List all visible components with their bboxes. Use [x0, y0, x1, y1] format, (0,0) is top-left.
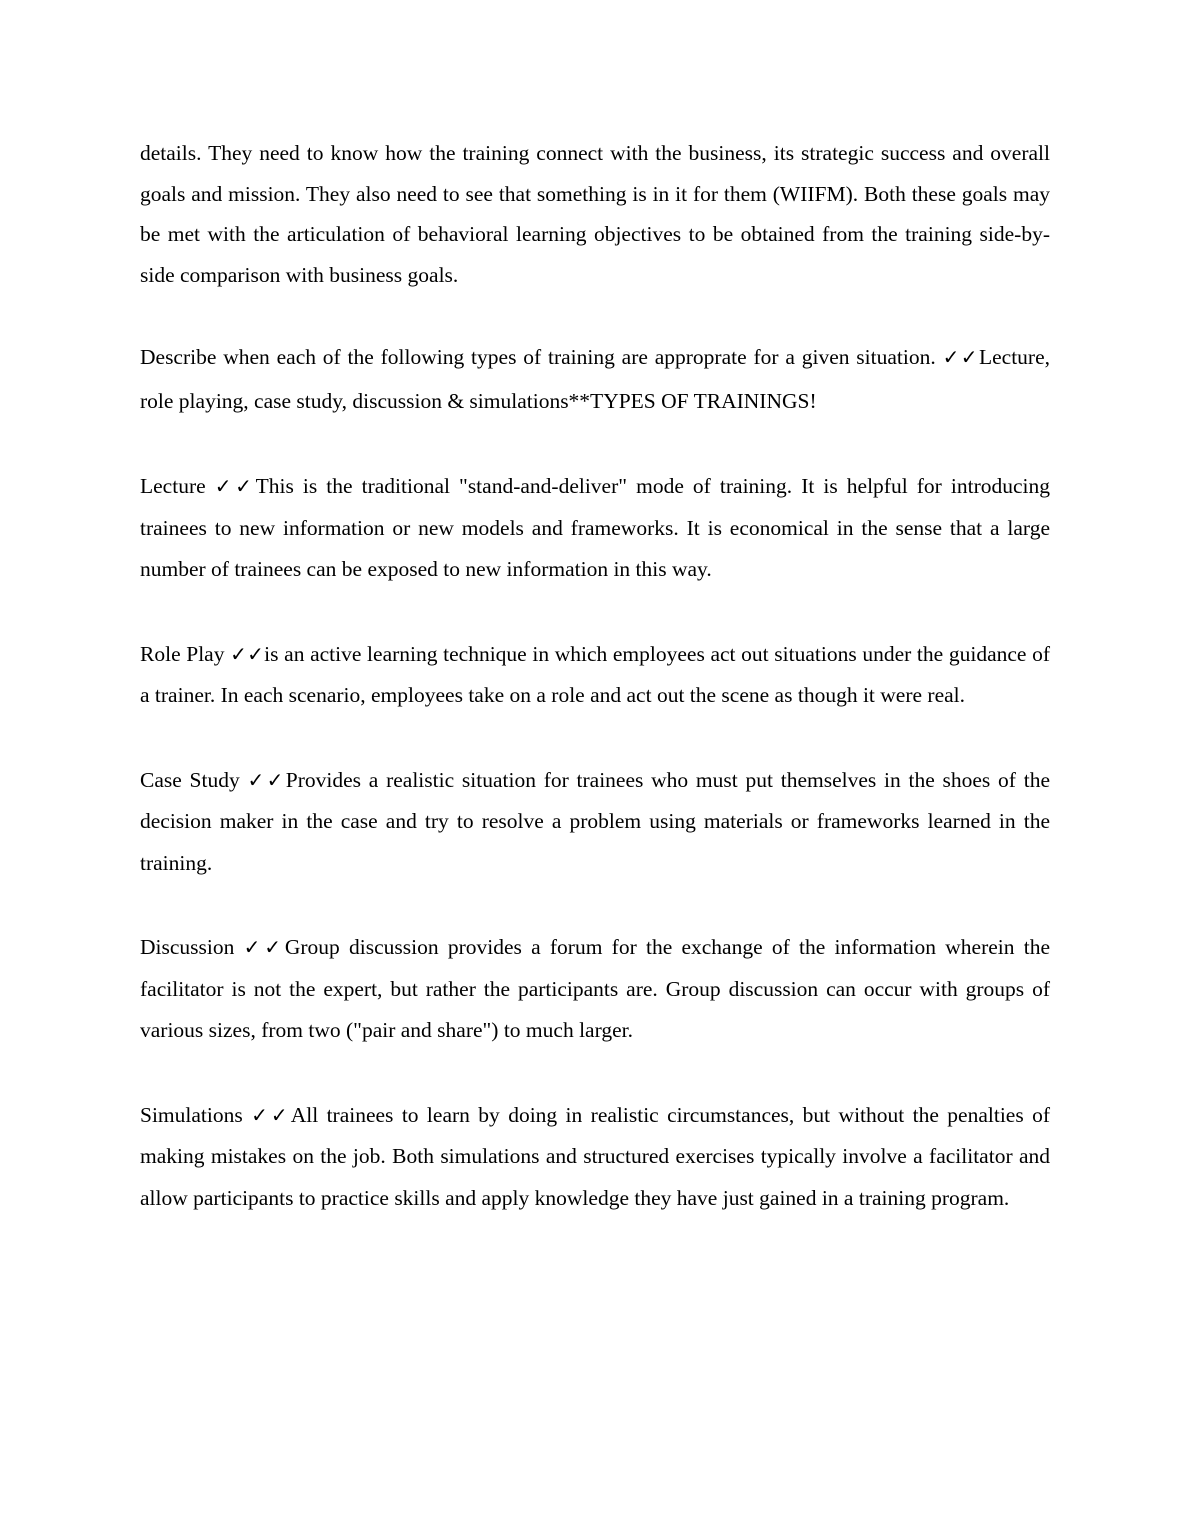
document-body — [140, 133, 1050, 1262]
double-check-icon: ✓✓ — [214, 474, 256, 498]
definition-text: All trainees to learn by doing in realistic circumstances, but without the penalties of making mistakes on the job. Both simulations and structured exercises typically involve a facilitator and allow participants to practice skills and apply knowledge they have just gained in a training program. — [140, 1102, 1051, 1210]
definition-role-play — [140, 634, 1050, 717]
definition-term: Lecture — [140, 474, 206, 498]
definition-term: Role Play — [140, 641, 225, 666]
definition-text: Group discussion provides a forum for the exchange of the information wherein the facilitator is not the expert, but rather the participants are. Group discussion can occur with groups of various sizes, from two ("pair and share") to much larger. — [140, 935, 1050, 1042]
definition-term: Discussion — [140, 935, 235, 959]
double-check-icon: ✓✓ — [942, 345, 979, 369]
double-check-icon: ✓✓ — [247, 767, 286, 792]
definition-simulations — [140, 1095, 1050, 1220]
question-prompt: Describe when each of the following types of training are approprate for a given situation. — [140, 345, 936, 369]
question-paragraph — [140, 335, 1050, 423]
question-answer: Lecture, role playing, case study, discussion & simulations**TYPES OF TRAININGS! — [140, 345, 1051, 413]
definition-text: is an active learning technique in which employees act out situations under the guidance of a trainer. In each scenario, employees take on a role and act out the scene as though it were real. — [140, 641, 1050, 707]
double-check-icon: ✓✓ — [230, 641, 265, 666]
double-check-icon: ✓✓ — [251, 1102, 291, 1127]
intro-paragraph: details. They need to know how the training connect with the business, its strategic success and overall goals and mission. They also need to see that something is in it for them (WIIFM). Both these goals may be met with the articulation of behavioral learning objectives to be obtained from the training side-by-side comparison with business goals. — [140, 141, 1050, 287]
definition-discussion — [140, 927, 1050, 1052]
definition-term: Case Study — [140, 767, 240, 792]
double-check-icon: ✓✓ — [243, 935, 285, 959]
definition-text: This is the traditional "stand-and-deliver" mode of training. It is helpful for introducing trainees to new information or new models and frameworks. It is economical in the sense that a large number of trainees can be exposed to new information in this way. — [140, 474, 1051, 581]
definition-text: Provides a realistic situation for trainees who must put themselves in the shoes of the decision maker in the case and try to resolve a problem using materials or frameworks learned in the training. — [140, 767, 1050, 875]
definition-lecture — [140, 466, 1050, 591]
definition-case-study — [140, 760, 1050, 885]
definition-term: Simulations — [140, 1102, 243, 1127]
